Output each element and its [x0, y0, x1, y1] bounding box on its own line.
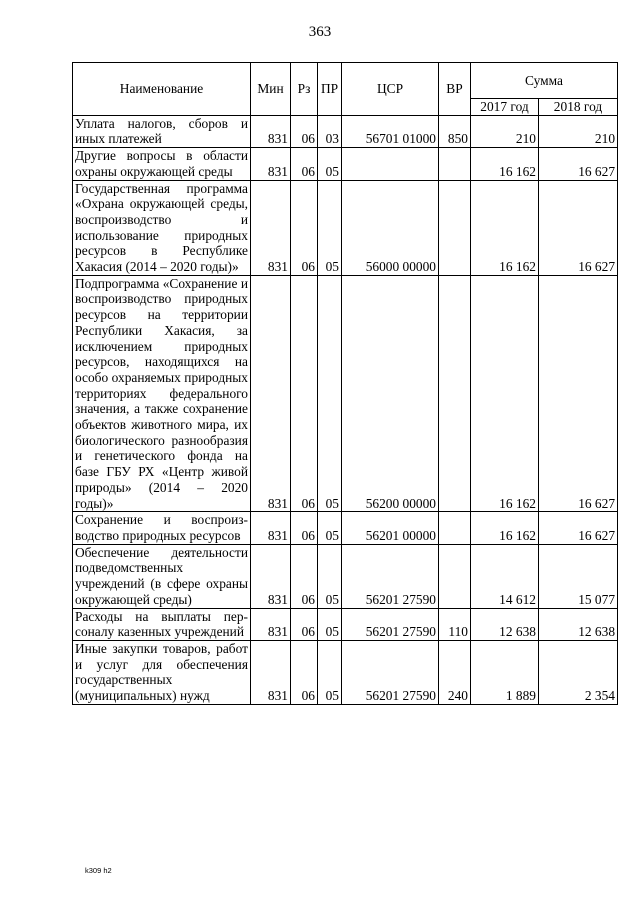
cell-vr: 240	[439, 640, 471, 704]
cell-min: 831	[251, 512, 291, 544]
cell-csr: 56201 00000	[342, 512, 439, 544]
cell-y2018: 16 627	[539, 512, 618, 544]
cell-vr: 110	[439, 608, 471, 640]
table-row	[73, 275, 618, 512]
document-code: k309 h2	[85, 866, 112, 875]
table-row	[73, 544, 618, 608]
cell-vr	[439, 275, 471, 512]
table-row	[73, 640, 618, 704]
cell-y2018: 210	[539, 115, 618, 147]
cell-rz: 06	[291, 640, 318, 704]
header-sum: Сумма	[471, 63, 618, 99]
cell-csr: 56201 27590	[342, 544, 439, 608]
cell-y2017: 1 889	[471, 640, 539, 704]
cell-csr: 56000 00000	[342, 180, 439, 275]
cell-name: Иные закупки товаров, работ и услуг для обеспечения государственных (муниципальных) нужд	[73, 640, 251, 704]
cell-pr: 05	[318, 180, 342, 275]
header-csr: ЦСР	[342, 63, 439, 116]
cell-vr	[439, 148, 471, 180]
page-number: 363	[308, 24, 332, 40]
cell-rz: 06	[291, 148, 318, 180]
header-name: Наименование	[73, 63, 251, 116]
cell-y2018: 16 627	[539, 180, 618, 275]
cell-y2018: 12 638	[539, 608, 618, 640]
cell-y2018: 15 077	[539, 544, 618, 608]
cell-name: Обеспечение деятельности подведомственных учреждений (в сфере охраны окружающей среды)	[73, 544, 251, 608]
cell-y2017: 16 162	[471, 148, 539, 180]
cell-min: 831	[251, 544, 291, 608]
cell-y2018: 16 627	[539, 275, 618, 512]
cell-vr: 850	[439, 115, 471, 147]
header-rz: Рз	[291, 63, 318, 116]
table-row	[73, 608, 618, 640]
table-row	[73, 512, 618, 544]
cell-pr: 03	[318, 115, 342, 147]
cell-pr: 05	[318, 148, 342, 180]
cell-min: 831	[251, 640, 291, 704]
cell-pr: 05	[318, 640, 342, 704]
cell-csr: 56200 00000	[342, 275, 439, 512]
cell-name: Другие вопросы в области охраны окружающей среды	[73, 148, 251, 180]
table-row	[73, 115, 618, 147]
cell-name: Подпрограмма «Сохранение и воспроизводство природных ресурсов на территории Республики Хакасия, за исключением природных ресурсов, находящихся на особо охраняемых природных территориях федерального значения, а также сохранение объектов животного мира, их биологического разнообразия и генетического фонда на базе ГБУ РХ «Центр живой природы» (2014 – 2020 годы)»	[73, 275, 251, 512]
cell-y2017: 16 162	[471, 180, 539, 275]
cell-rz: 06	[291, 544, 318, 608]
cell-name: Расходы на выплаты персоналу казенных учреждений	[73, 608, 251, 640]
cell-name: Государственная программа «Охрана окружающей среды, воспроизводство и использование природных ресурсов в Республике Хакасия (2014 – 2020 годы)»	[73, 180, 251, 275]
budget-table	[72, 62, 618, 705]
header-pr: ПР	[318, 63, 342, 116]
header-year-2017: 2017 год	[471, 99, 539, 116]
cell-vr	[439, 180, 471, 275]
cell-csr: 56201 27590	[342, 640, 439, 704]
table-row	[73, 148, 618, 180]
cell-y2017: 14 612	[471, 544, 539, 608]
cell-csr: 56201 27590	[342, 608, 439, 640]
cell-csr: 56701 01000	[342, 115, 439, 147]
cell-rz: 06	[291, 512, 318, 544]
cell-rz: 06	[291, 180, 318, 275]
cell-rz: 06	[291, 275, 318, 512]
cell-vr	[439, 544, 471, 608]
cell-y2018: 2 354	[539, 640, 618, 704]
cell-min: 831	[251, 608, 291, 640]
cell-rz: 06	[291, 115, 318, 147]
cell-min: 831	[251, 115, 291, 147]
cell-vr	[439, 512, 471, 544]
cell-pr: 05	[318, 275, 342, 512]
cell-rz: 06	[291, 608, 318, 640]
cell-y2018: 16 627	[539, 148, 618, 180]
cell-y2017: 12 638	[471, 608, 539, 640]
cell-min: 831	[251, 180, 291, 275]
cell-min: 831	[251, 148, 291, 180]
cell-pr: 05	[318, 608, 342, 640]
cell-name: Сохранение и воспроизводство природных ресурсов	[73, 512, 251, 544]
header-vr: ВР	[439, 63, 471, 116]
header-year-2018: 2018 год	[539, 99, 618, 116]
cell-y2017: 210	[471, 115, 539, 147]
cell-y2017: 16 162	[471, 275, 539, 512]
cell-pr: 05	[318, 544, 342, 608]
cell-name: Уплата налогов, сборов и иных платежей	[73, 115, 251, 147]
cell-min: 831	[251, 275, 291, 512]
cell-y2017: 16 162	[471, 512, 539, 544]
cell-csr	[342, 148, 439, 180]
table-row	[73, 180, 618, 275]
cell-pr: 05	[318, 512, 342, 544]
header-min: Мин	[251, 63, 291, 116]
